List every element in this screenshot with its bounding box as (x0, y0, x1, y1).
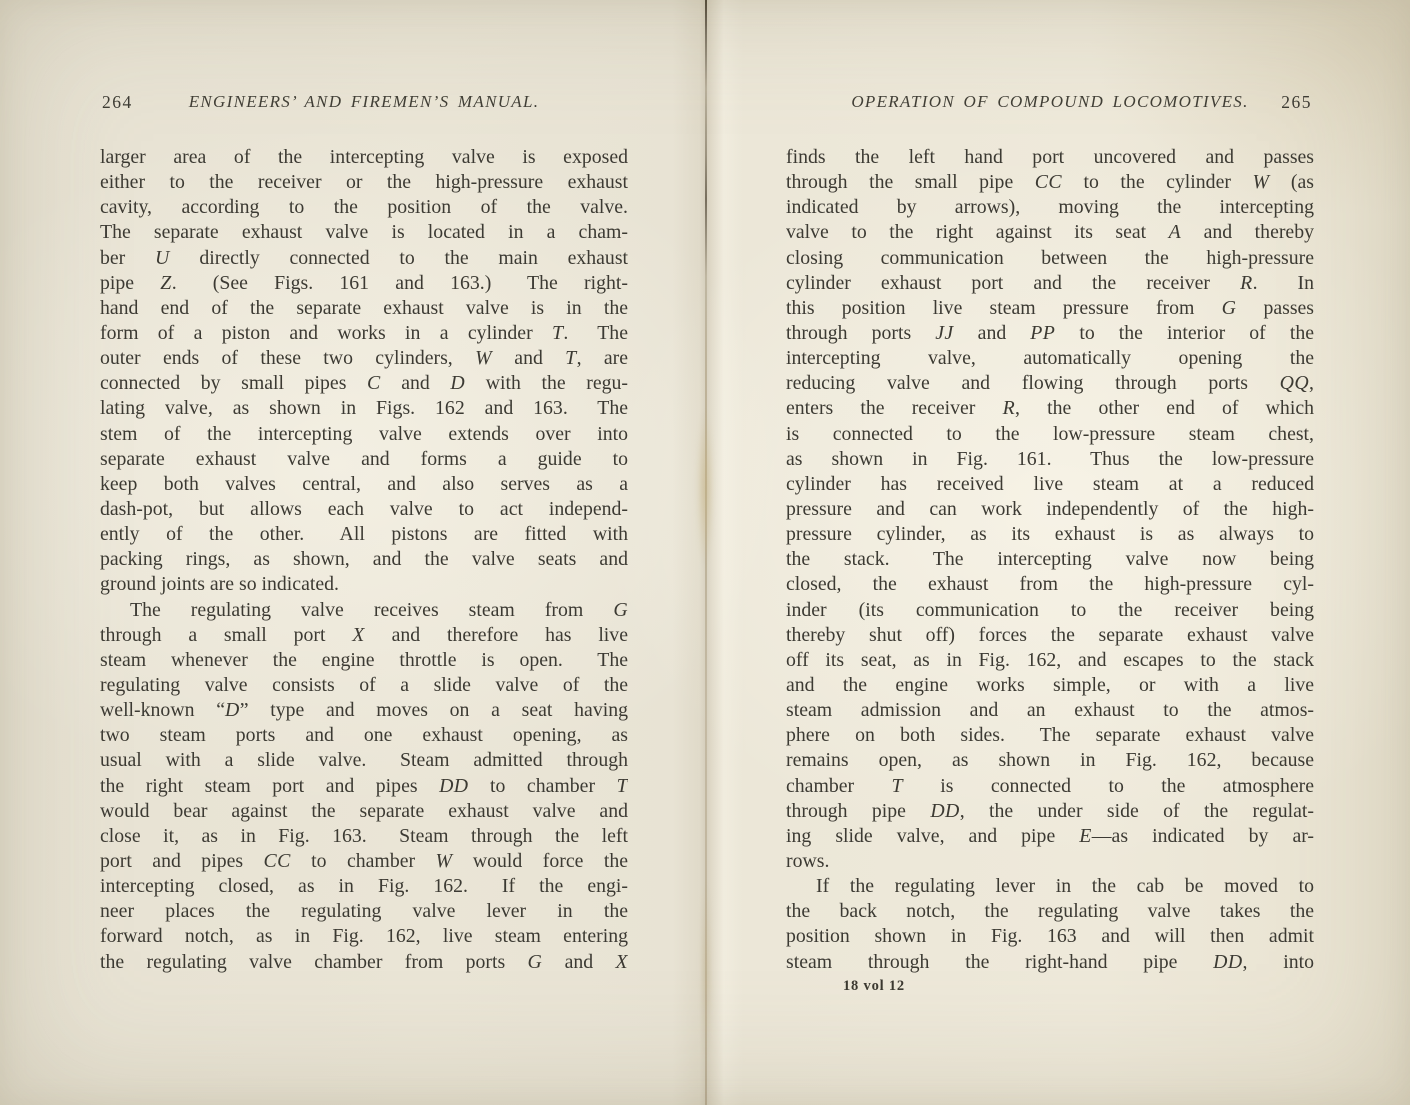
text-line: valve to the right against its seat A and thereby (786, 221, 1314, 244)
page-left (100, 92, 628, 975)
text-line: thereby shut off) forces the separate exhaust valve (786, 623, 1314, 646)
text-line: outer ends of these two cylinders, W and T, are (100, 347, 628, 370)
text-line: intercepting valve, automatically opening the (786, 347, 1314, 370)
text-line: would bear against the separate exhaust valve and (100, 799, 628, 822)
text-line: either to the receiver or the high-pressure exhaust (100, 171, 628, 194)
text-line: cylinder exhaust port and the receiver R. In (786, 271, 1314, 294)
gutter-smudge (696, 408, 714, 568)
page-right-text (786, 145, 1314, 975)
text-line: reducing valve and flowing through ports QQ, (786, 372, 1314, 395)
page-left-text (100, 145, 628, 975)
signature-mark: 18 vol 12 (843, 977, 905, 994)
page-number-left: 264 (102, 92, 133, 112)
text-line: is connected to the low-pressure steam chest, (786, 422, 1314, 445)
running-title-right: OPERATION OF COMPOUND LOCOMOTIVES. (851, 92, 1249, 111)
text-line: finds the left hand port uncovered and passes (786, 146, 1314, 168)
text-line: steam through the right-hand pipe DD, into (786, 950, 1314, 973)
text-line: If the regulating lever in the cab be moved to (816, 875, 1314, 898)
text-line: pressure and can work independently of the high- (786, 497, 1314, 520)
text-line: enters the receiver R, the other end of which (786, 397, 1314, 420)
text-line: form of a piston and works in a cylinder T. The (100, 321, 628, 344)
page-number-right: 265 (1281, 92, 1312, 112)
text-line: rows. (786, 849, 830, 872)
text-line: through ports JJ and PP to the interior of the (786, 321, 1314, 344)
text-line: off its seat, as in Fig. 162, and escapes to the stack (786, 648, 1314, 671)
running-head-left (100, 92, 628, 114)
text-line: phere on both sides. The separate exhaust valve (786, 724, 1314, 747)
text-line: this position live steam pressure from G passes (786, 296, 1314, 319)
text-line: the right steam port and pipes DD to chamber T (100, 774, 628, 797)
gutter-smudge-lower (700, 880, 712, 1060)
text-line: forward notch, as in Fig. 162, live steam entering (100, 925, 628, 948)
text-line: the regulating valve chamber from ports G and X (100, 950, 628, 973)
page-right (786, 92, 1314, 995)
text-line: closing communication between the high-pressure (786, 246, 1314, 269)
text-line: packing rings, as shown, and the valve seats and (100, 548, 628, 571)
text-line: ing slide valve, and pipe E—as indicated by ar- (786, 824, 1314, 847)
text-line: ber U directly connected to the main exhaust (100, 246, 628, 269)
text-line: cylinder has received live steam at a reduced (786, 472, 1314, 495)
text-line: ently of the other. All pistons are fitted with (100, 523, 628, 546)
text-line: two steam ports and one exhaust opening, as (100, 724, 628, 747)
text-line: remains open, as shown in Fig. 162, because (786, 749, 1314, 772)
text-line: position shown in Fig. 163 and will then admit (786, 925, 1314, 948)
text-line: well-known “D” type and moves on a seat having (100, 699, 628, 722)
text-line: The separate exhaust valve is located in a cham- (100, 221, 628, 244)
text-line: lating valve, as shown in Figs. 162 and 163. The (100, 397, 628, 420)
text-line: close it, as in Fig. 163. Steam through the left (100, 824, 628, 847)
text-line: as shown in Fig. 161. Thus the low-pressure (786, 447, 1314, 470)
text-line: through a small port X and therefore has live (100, 623, 628, 646)
text-line: keep both valves central, and also serves as a (100, 472, 628, 495)
text-line: pressure cylinder, as its exhaust is as always to (786, 523, 1314, 546)
text-line: through the small pipe CC to the cylinder W (as (786, 171, 1314, 194)
text-line: connected by small pipes C and D with the regu- (100, 372, 628, 395)
text-line: usual with a slide valve. Steam admitted through (100, 749, 628, 772)
text-line: stem of the intercepting valve extends over into (100, 422, 628, 445)
text-line: neer places the regulating valve lever in the (100, 900, 628, 923)
text-line: inder (its communication to the receiver being (786, 598, 1314, 621)
text-line: regulating valve consists of a slide valve of the (100, 673, 628, 696)
text-line: indicated by arrows), moving the intercepting (786, 196, 1314, 219)
text-line: larger area of the intercepting valve is exposed (100, 146, 628, 168)
text-line: separate exhaust valve and forms a guide to (100, 447, 628, 470)
text-line: through pipe DD, the under side of the regulat- (786, 799, 1314, 822)
text-line: cavity, according to the position of the valve. (100, 196, 628, 219)
text-line: the stack. The intercepting valve now being (786, 548, 1314, 571)
text-line: hand end of the separate exhaust valve is in the (100, 296, 628, 319)
text-line: steam admission and an exhaust to the atmos- (786, 699, 1314, 722)
text-line: the back notch, the regulating valve takes the (786, 900, 1314, 923)
text-line: closed, the exhaust from the high-pressure cyl- (786, 573, 1314, 596)
text-line: steam whenever the engine throttle is open. The (100, 648, 628, 671)
text-line: port and pipes CC to chamber W would force the (100, 849, 628, 872)
text-line: The regulating valve receives steam from G (130, 598, 628, 621)
text-line: and the engine works simple, or with a live (786, 673, 1314, 696)
text-line: dash-pot, but allows each valve to act independ- (100, 497, 628, 520)
text-line: intercepting closed, as in Fig. 162. If the engi- (100, 875, 628, 898)
running-title-left: ENGINEERS’ AND FIREMEN’S MANUAL. (188, 92, 540, 111)
text-line: ground joints are so indicated. (100, 573, 339, 596)
running-head-right (786, 92, 1314, 114)
text-line: pipe Z. (See Figs. 161 and 163.) The right- (100, 271, 628, 294)
text-line: chamber T is connected to the atmosphere (786, 774, 1314, 797)
